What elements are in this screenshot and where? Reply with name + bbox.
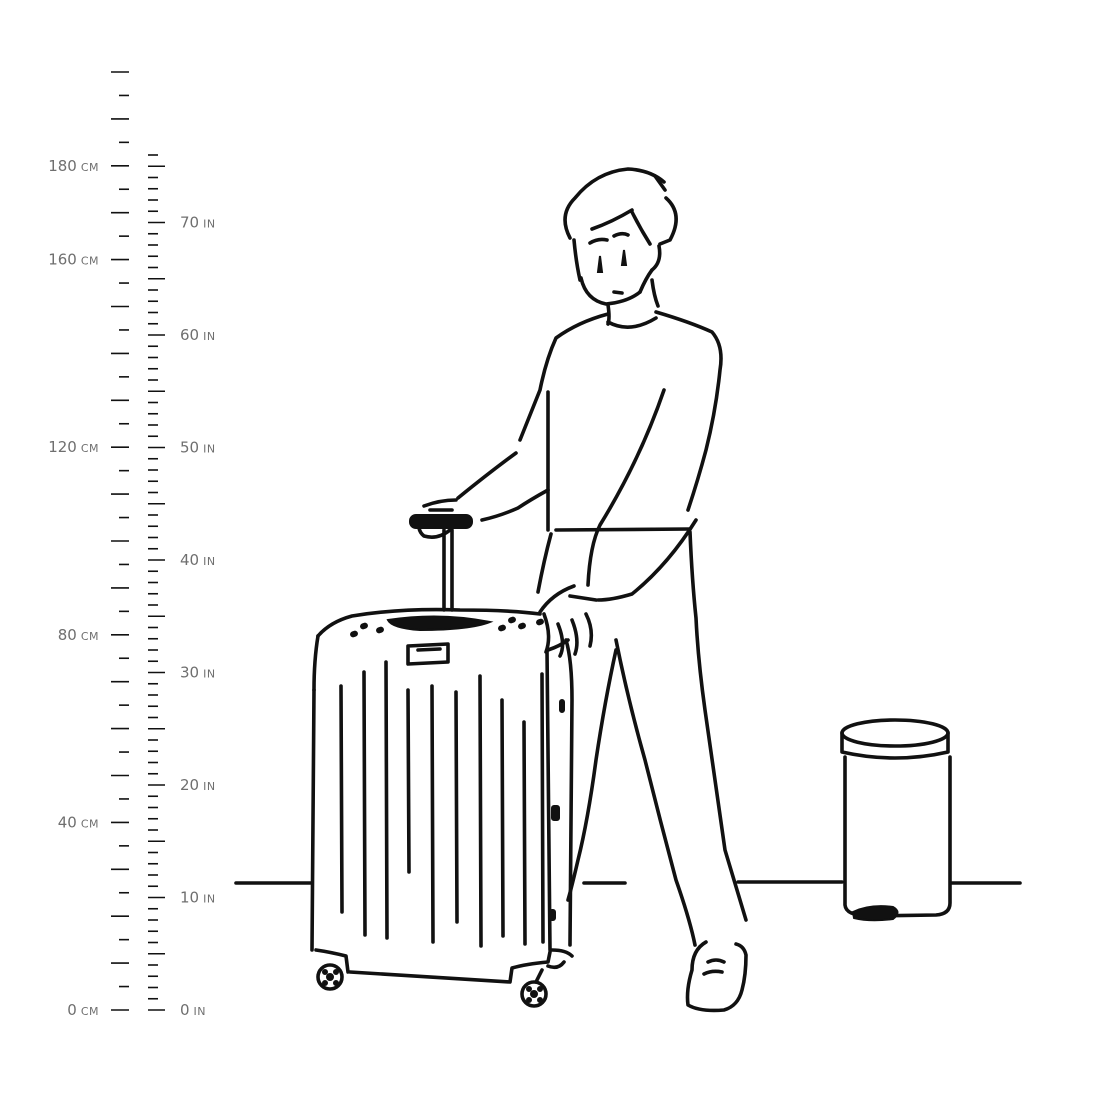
floor-line (236, 882, 1020, 883)
in-scale-ticks (148, 155, 165, 1010)
suitcase-rib (456, 692, 457, 922)
suitcase-rib (480, 676, 481, 946)
lid-rivet (508, 617, 515, 623)
lid-rivet (360, 623, 367, 629)
in-label-30: 30 IN (180, 663, 216, 682)
in-label-50: 50 IN (180, 438, 216, 457)
in-scale-labels (180, 214, 216, 1020)
cm-scale-labels (48, 157, 99, 1019)
in-label-0: 0 IN (180, 1001, 207, 1019)
cm-label-120: 120 CM (48, 438, 99, 457)
cm-scale-ticks (111, 72, 129, 1010)
cm-label-0: 0 CM (67, 1001, 99, 1019)
suitcase-rib (432, 686, 433, 942)
suitcase-rib (542, 674, 543, 942)
suitcase-wheel-left (318, 965, 342, 989)
lid-rivet (376, 627, 383, 633)
suitcase-rib (408, 690, 409, 872)
lid-rivet (350, 631, 357, 637)
lid-rivet (518, 623, 525, 629)
suitcase-wheel-right (522, 982, 546, 1006)
lid-rivet (498, 625, 505, 631)
cm-label-40: 40 CM (57, 813, 99, 832)
suitcase (312, 515, 572, 1006)
person (419, 169, 746, 1010)
suitcase-rib (502, 700, 503, 936)
cm-label-180: 180 CM (48, 156, 99, 175)
trash-bin (842, 720, 950, 920)
suitcase-rib (364, 672, 365, 935)
in-label-10: 10 IN (180, 888, 216, 907)
suitcase-rib (341, 686, 342, 912)
cm-label-80: 80 CM (57, 625, 99, 644)
in-label-40: 40 IN (180, 551, 216, 569)
cm-label-160: 160 CM (48, 250, 99, 269)
in-label-70: 70 IN (180, 213, 216, 232)
suitcase-ribs (341, 662, 543, 946)
lid-rivet (536, 619, 543, 625)
suitcase-rib (524, 722, 525, 944)
in-label-20: 20 IN (180, 776, 216, 794)
in-label-60: 60 IN (180, 326, 216, 344)
suitcase-rib (386, 662, 387, 938)
